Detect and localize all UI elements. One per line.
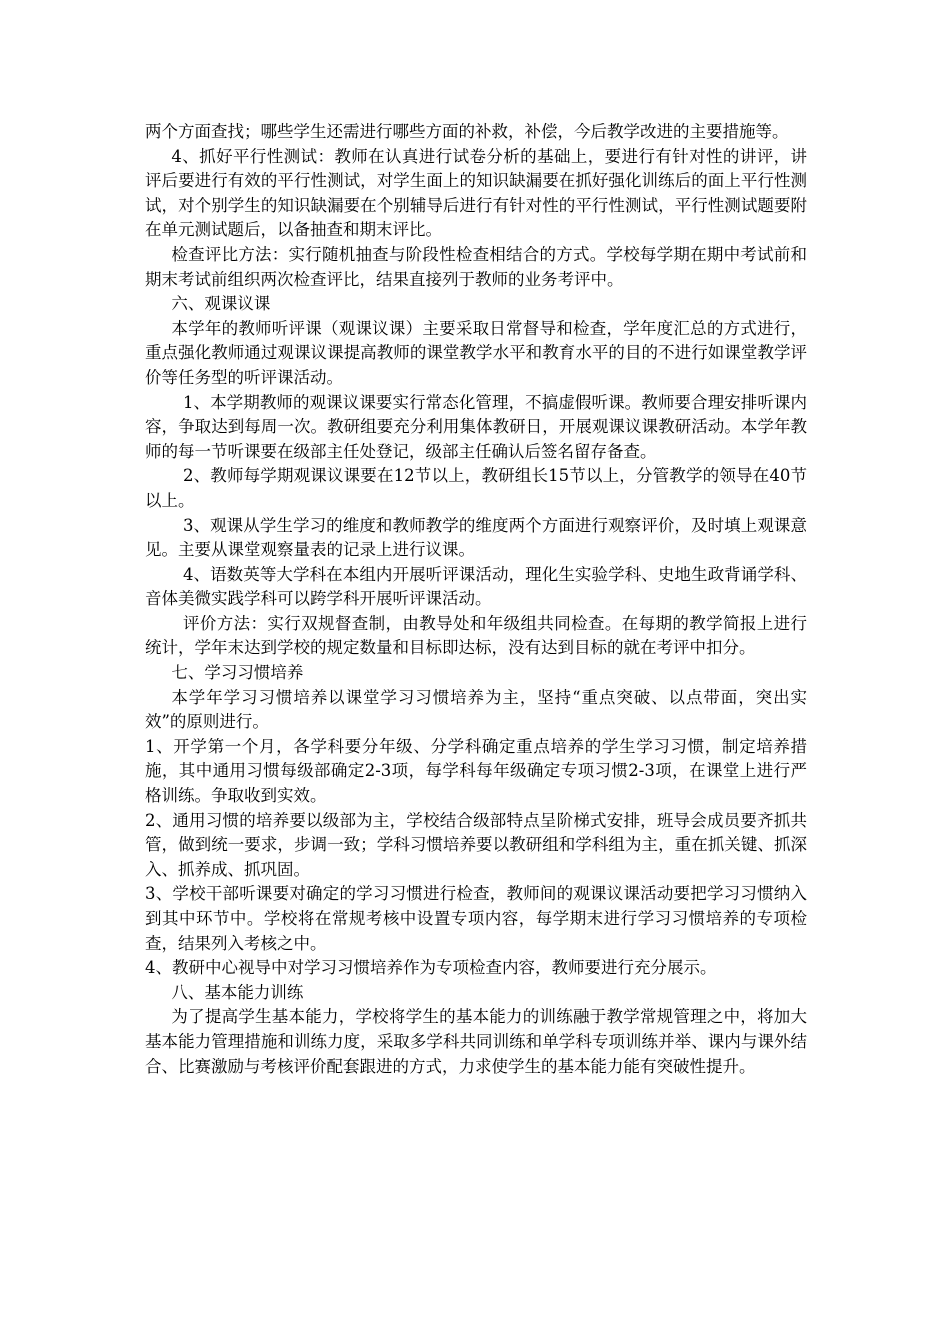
paragraph-7-item-4: 4、教研中心视导中对学习习惯培养作为专项检查内容，教师要进行充分展示。 — [145, 958, 717, 978]
paragraph-6-item-4: 4、语数英等大学科在本组内开展听评课活动，理化生实验学科、史地生政背诵学科、音体美微实践学科可以跨学科开展听评课活动。 — [145, 564, 807, 609]
section-heading-6: 六、观课议课 — [171, 294, 271, 314]
section-heading-7: 七、学习习惯培养 — [171, 663, 304, 683]
paragraph-6-item-3: 3、观课从学生学习的维度和教师教学的维度两个方面进行观察评价，及时填上观课意见。主要从课堂观察量表的记录上进行议课。 — [145, 515, 807, 560]
paragraph-7-item-2: 2、通用习惯的培养要以级部为主，学校结合级部特点呈阶梯式安排，班导会成员要齐抓共管，做到统一要求，步调一致；学科习惯培养要以教研组和学科组为主，重在抓关键、抓深入、抓养成、抓巩固。 — [145, 810, 807, 879]
paragraph-intro-7: 本学年学习习惯培养以课堂学习习惯培养为主，坚持“重点突破、以点带面，突出实效”的原则进行。 — [145, 687, 807, 732]
paragraph-evaluation-method: 评价方法：实行双规督查制，由教导处和年级组共同检查。在每期的教学简报上进行统计，学年末达到学校的规定数量和目标即达标，没有达到目标的就在考评中扣分。 — [145, 613, 807, 658]
paragraph-item-4: 4、抓好平行性测试：教师在认真进行试卷分析的基础上，要进行有针对性的讲评，讲评后要进行有效的平行性测试，对学生面上的知识缺漏要在抓好强化训练后的面上平行性测试，对个别学生的知识缺漏要在个别辅导后进行有针对性的平行性测试，平行性测试题要附在单元测试题后，以备抽查和期末评比。 — [145, 146, 807, 240]
paragraph-7-item-1: 1、开学第一个月，各学科要分年级、分学科确定重点培养的学生学习习惯，制定培养措施，其中通用习惯每级部确定2-3项，每学科每年级确定专项习惯2-3项，在课堂上进行严格训练。争取收到实效。 — [145, 736, 807, 806]
paragraph-6-item-1: 1、本学期教师的观课议课要实行常态化管理，不搞虚假听课。教师要合理安排听课内容，争取达到每周一次。教研组要充分利用集体教研日，开展观课议课教研活动。本学年教师的每一节听课要在级部主任处登记，级部主任确认后签名留存备查。 — [145, 392, 807, 461]
paragraph-intro-6: 本学年的教师听评课（观课议课）主要采取日常督导和检查，学年度汇总的方式进行，重点强化教师通过观课议课提高教师的课堂教学水平和教育水平的目的不进行如课堂教学评价等任务型的听评课活动。 — [145, 318, 807, 387]
paragraph-continuation: 两个方面查找；哪些学生还需进行哪些方面的补救，补偿，今后教学改进的主要措施等。 — [145, 122, 789, 141]
section-heading-8: 八、基本能力训练 — [171, 982, 304, 1002]
paragraph-intro-8: 为了提高学生基本能力，学校将学生的基本能力的训练融于教学常规管理之中，将加大基本能力管理措施和训练力度，采取多学科共同训练和单学科专项训练并举、课内与课外结合、比赛激励与考核评价配套跟进的方式，力求使学生的基本能力能有突破性提升。 — [145, 1007, 807, 1076]
document-page — [145, 120, 807, 1079]
paragraph-6-item-2: 2、教师每学期观课议课要在12节以上，教研组长15节以上，分管教学的领导在40节以上。 — [145, 466, 807, 510]
paragraph-7-item-3: 3、学校干部听课要对确定的学习习惯进行检查，教师间的观课议课活动要把学习习惯纳入到其中环节中。学校将在常规考核中设置专项内容，每学期末进行学习习惯培养的专项检查，结果列入考核之中。 — [145, 884, 807, 953]
paragraph-check-method: 检查评比方法：实行随机抽查与阶段性检查相结合的方式。学校每学期在期中考试前和期末考试前组织两次检查评比，结果直接列于教师的业务考评中。 — [145, 244, 807, 289]
